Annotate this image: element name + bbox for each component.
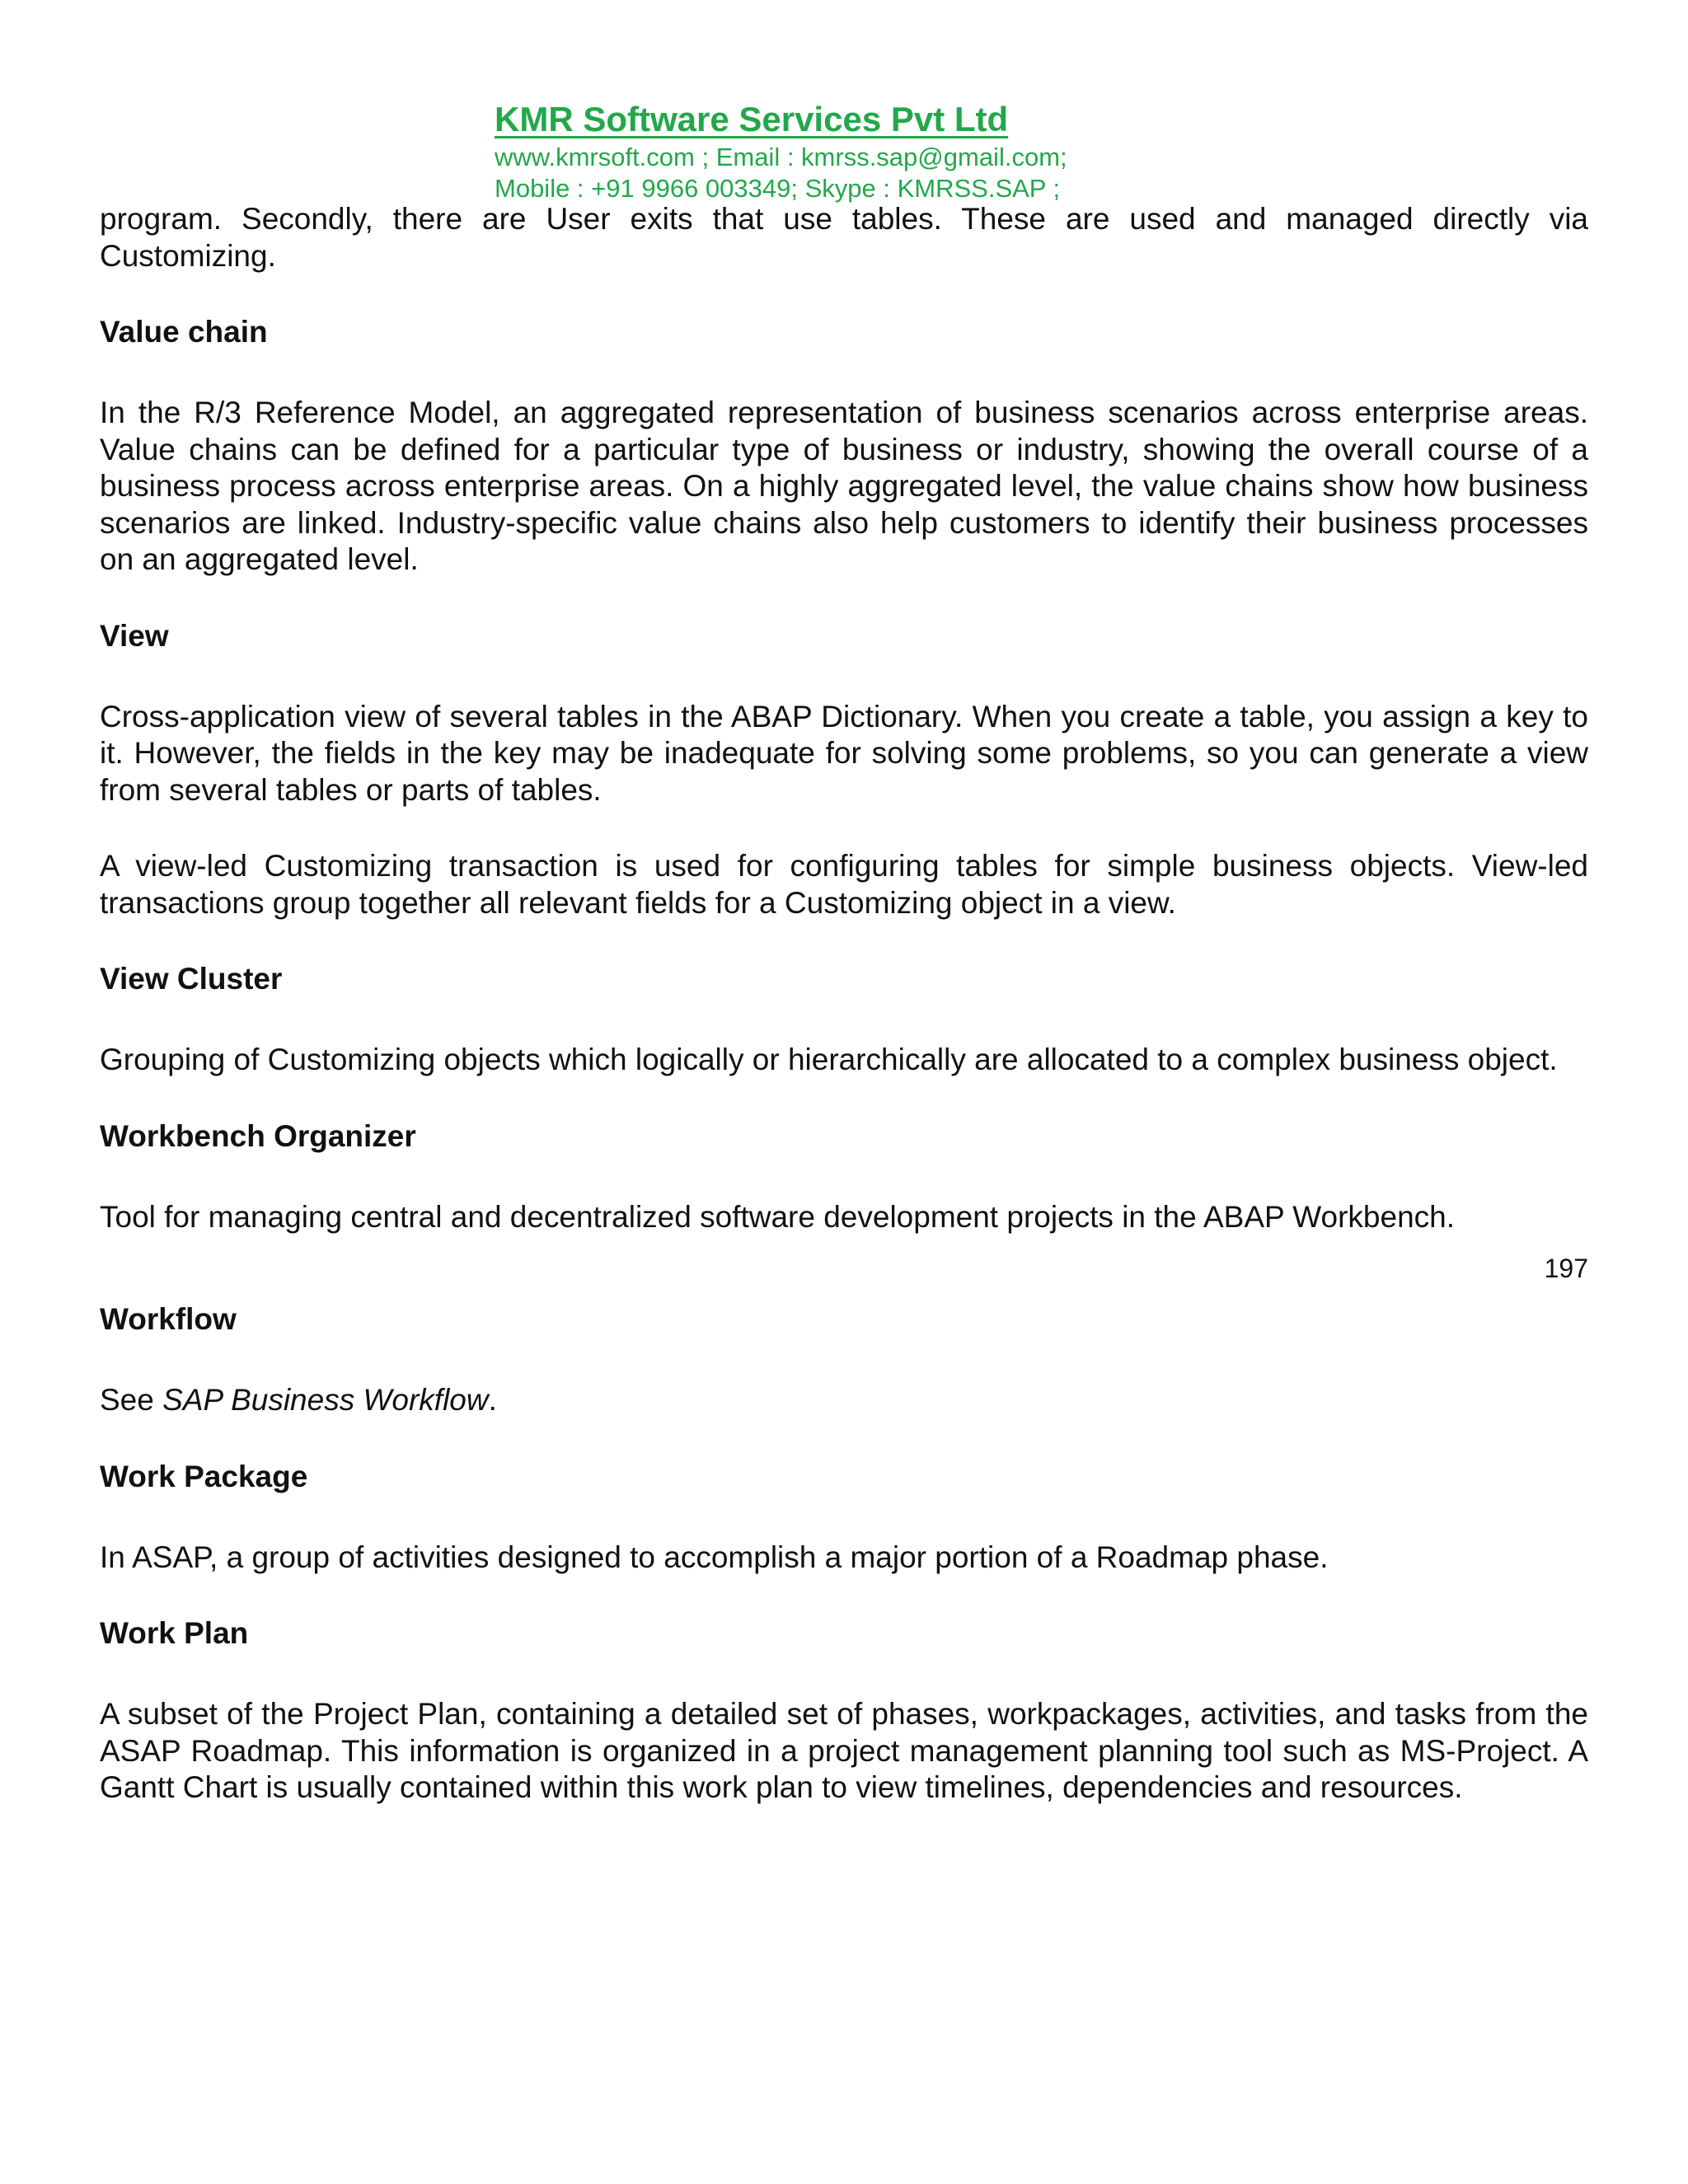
heading-work-package: Work Package bbox=[100, 1459, 308, 1493]
workflow-reference: SAP Business Workflow bbox=[162, 1383, 489, 1417]
company-name: KMR Software Services Pvt Ltd bbox=[495, 100, 1009, 138]
contact-line-phone-skype: Mobile : +91 9966 003349; Skype : KMRSS.SAP ; bbox=[495, 174, 1061, 203]
heading-view: View bbox=[100, 618, 169, 653]
view-cluster-paragraph: Grouping of Customizing objects which logically or hierarchically are allocated to a complex business object. bbox=[100, 1043, 1558, 1076]
heading-view-cluster: View Cluster bbox=[100, 962, 283, 996]
view-paragraph-1: Cross-application view of several tables in the ABAP Dictionary. When you create a table, you assign a key to it. However, the fields in the key may be inadequate for solving some problems, so you can generate a view from several tables or parts of tables. bbox=[100, 699, 1588, 807]
work-package-paragraph: In ASAP, a group of activities designed to accomplish a major portion of a Roadmap phase. bbox=[100, 1540, 1329, 1574]
heading-work-plan: Work Plan bbox=[100, 1616, 249, 1650]
page-number: 197 bbox=[1544, 1254, 1588, 1283]
workflow-period: . bbox=[488, 1383, 497, 1417]
workflow-paragraph bbox=[100, 1382, 1588, 1419]
view-paragraph-2: A view-led Customizing transaction is used for configuring tables for simple business objects. View-led transactions group together all relevant fields for a Customizing object in a view. bbox=[100, 849, 1588, 920]
value-chain-paragraph: In the R/3 Reference Model, an aggregated representation of business scenarios across enterprise areas. Value chains can be defined for a particular type of business or industry, showing the overall course of a business process across enterprise areas. On a highly aggregated level, the value chains show how business scenarios are linked. Industry-specific value chains also help customers to identify their business processes on an aggregated level. bbox=[100, 396, 1588, 576]
contact-line-web-email: www.kmrsoft.com ; Email : kmrss.sap@gmail.com; bbox=[495, 143, 1067, 171]
heading-workflow: Workflow bbox=[100, 1302, 237, 1336]
intro-paragraph: program. Secondly, there are User exits that use tables. These are used and managed directly via Customizing. bbox=[100, 202, 1588, 273]
work-plan-paragraph: A subset of the Project Plan, containing a detailed set of phases, workpackages, activities, and tasks from the ASAP Roadmap. This information is organized in a project management planning tool such as MS-Project. A Gantt Chart is usually contained within this work plan to view timelines, dependencies and resources. bbox=[100, 1697, 1588, 1804]
page-header bbox=[495, 97, 1236, 204]
document-body bbox=[100, 201, 1588, 1807]
workflow-see-text: See bbox=[100, 1383, 163, 1417]
workbench-organizer-paragraph: Tool for managing central and decentralized software development projects in the ABAP Workbench. bbox=[100, 1199, 1456, 1234]
heading-value-chain: Value chain bbox=[100, 315, 268, 349]
heading-workbench-organizer: Workbench Organizer bbox=[100, 1118, 416, 1153]
